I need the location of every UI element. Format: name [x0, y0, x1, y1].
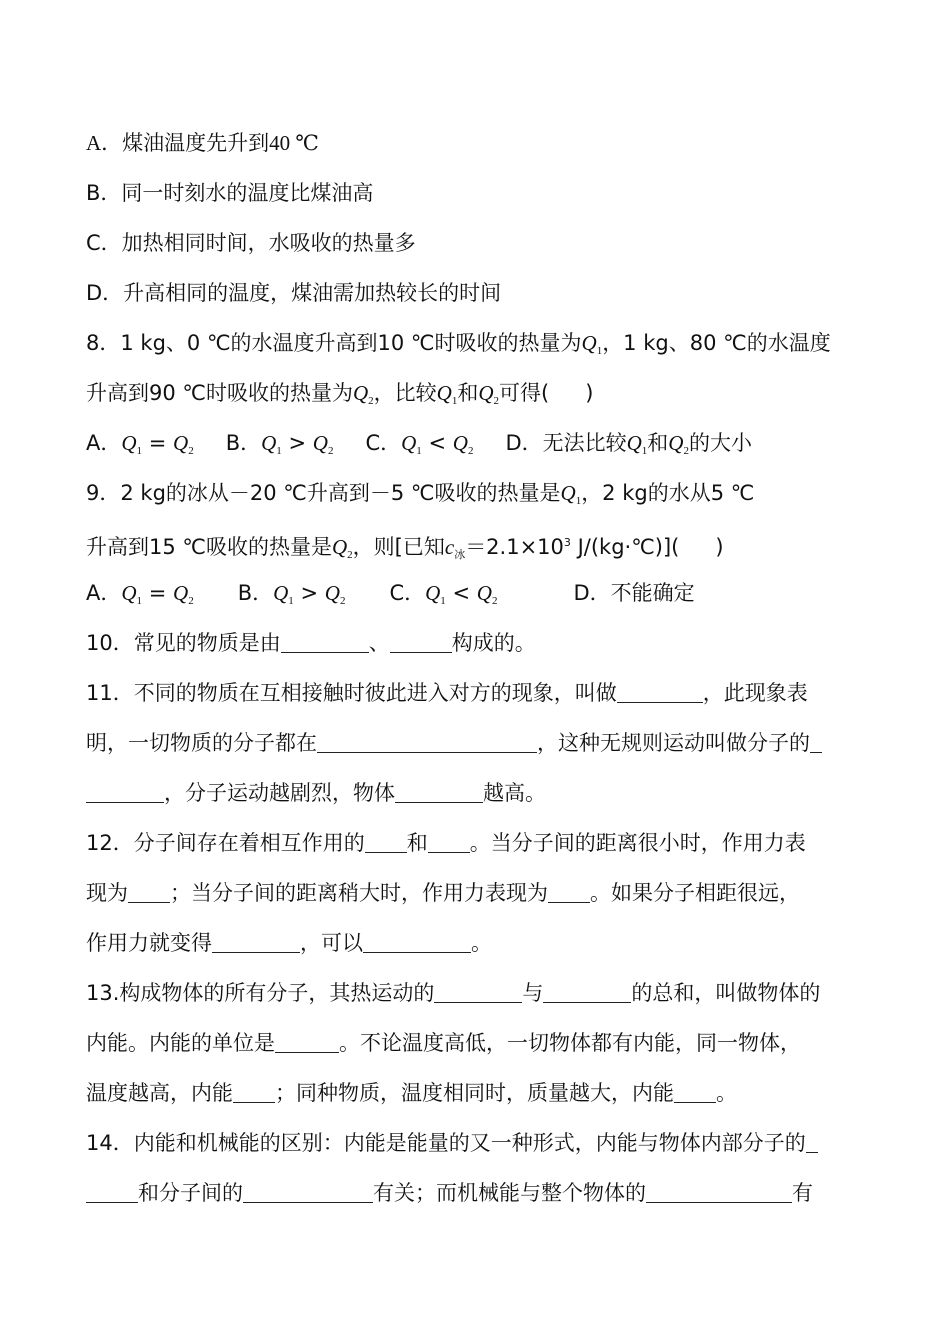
answer-blank[interactable]	[390, 632, 452, 653]
answer-blank[interactable]	[428, 832, 470, 853]
q11-line-3	[86, 778, 546, 808]
exponent: 3	[563, 536, 571, 549]
answer-blank[interactable]	[86, 1182, 138, 1203]
q7-option-d: D．升高相同的温度，煤油需加热较长的时间	[86, 281, 502, 305]
q11-text: ，此现象表	[702, 681, 808, 705]
answer-blank[interactable]	[395, 782, 483, 803]
q12-text: 12．分子间存在着相互作用的	[86, 831, 365, 855]
answer-blank[interactable]	[617, 682, 703, 703]
answer-blank[interactable]	[810, 732, 822, 753]
q8-options	[86, 428, 752, 466]
answer-blank[interactable]	[212, 932, 300, 953]
q12-text: 。当分子间的距离很小时，作用力表	[469, 831, 806, 855]
q13-text: 的总和，叫做物体的	[631, 981, 821, 1005]
q13-line-3	[86, 1078, 737, 1108]
q7-option-b: B．同一时刻水的温度比煤油高	[86, 181, 374, 205]
answer-blank[interactable]	[806, 1132, 818, 1153]
q12-text: 和	[406, 831, 428, 855]
q11-text: 明，一切物质的分子都在	[86, 731, 317, 755]
q12-text: 现为	[86, 881, 128, 905]
q14-line-2	[86, 1178, 813, 1208]
q12-text: ，可以	[300, 931, 363, 955]
q13-text: 。	[716, 1081, 737, 1105]
q12-line-2	[86, 878, 800, 908]
q14-text: 有	[792, 1181, 813, 1205]
q14-text: 14．内能和机械能的区别：内能是能量的又一种形式，内能与物体内部分子的	[86, 1131, 806, 1155]
q9-option-d: D．不能确定	[573, 581, 695, 605]
q9-text: ，2 kg的水从5 ℃	[581, 481, 755, 505]
q8-text: 1 kg、0 ℃的水温度升高到10 ℃时吸收的热量为	[120, 331, 582, 355]
q11-line-2	[86, 728, 822, 758]
q8-text: ，比较	[373, 381, 437, 405]
answer-blank[interactable]	[543, 982, 631, 1003]
q13-line-1	[86, 978, 820, 1008]
answer-blank[interactable]	[548, 882, 590, 903]
q9-number: 9．	[86, 481, 121, 505]
q9-text: )	[715, 535, 724, 559]
answer-blank[interactable]	[434, 982, 522, 1003]
q7-option-a: A．煤油温度先升到40 ℃	[86, 131, 319, 155]
q1-symbol: $Q_1$	[581, 331, 603, 357]
q9-line-1	[86, 478, 754, 516]
q2-symbol: $Q_2$	[352, 381, 374, 407]
q12-text: ；当分子间的距离稍大时，作用力表现为	[170, 881, 548, 905]
q9-text: ，则[已知	[352, 535, 445, 559]
q12-text: 。	[471, 931, 492, 955]
q11-text: ，分子运动越剧烈，物体	[164, 781, 395, 805]
q10-text: 10．常见的物质是由	[86, 631, 281, 655]
answer-blank[interactable]	[128, 882, 170, 903]
q14-text: 有关；而机械能与整个物体的	[373, 1181, 646, 1205]
q8-text: ，1 kg、80 ℃的水温度	[602, 331, 831, 355]
answer-blank[interactable]	[646, 1182, 792, 1203]
q8-line-2	[86, 378, 593, 416]
answer-blank[interactable]	[363, 932, 471, 953]
q9-text: ＝2.1×10	[465, 535, 564, 559]
q9-text: J/(kg·℃)](	[570, 535, 680, 559]
answer-blank[interactable]	[317, 732, 537, 753]
q12-text: 作用力就变得	[86, 931, 212, 955]
q8-option-d: D．无法比较$Q_1$和$Q_2$的大小	[505, 431, 752, 457]
q8-line-1	[86, 328, 831, 366]
q9-options	[86, 578, 695, 616]
q11-text: ，这种无规则运动叫做分子的	[537, 731, 810, 755]
q11-text: 11．不同的物质在互相接触时彼此进入对方的现象，叫做	[86, 681, 617, 705]
q13-text: 温度越高，内能	[86, 1081, 233, 1105]
q1-symbol: $Q_1$	[560, 481, 582, 507]
q14-text: 和分子间的	[138, 1181, 243, 1205]
q8-text: 可得(	[499, 381, 550, 405]
q1-symbol: $Q_1$	[436, 381, 458, 407]
q7-option-c: C．加热相同时间，水吸收的热量多	[86, 231, 416, 255]
answer-blank[interactable]	[674, 1082, 716, 1103]
q9-text: 升高到15 ℃吸收的热量是	[86, 535, 332, 559]
q2-symbol: $Q_2$	[331, 535, 353, 561]
q2-symbol: $Q_2$	[478, 381, 499, 407]
q9-line-2	[86, 528, 724, 570]
answer-blank[interactable]	[233, 1082, 275, 1103]
q13-text: 内能。内能的单位是	[86, 1031, 275, 1055]
q8-text: )	[585, 381, 594, 405]
q8-option-c: C．$Q_1 < Q_2$	[365, 431, 474, 457]
q8-option-b: B．$Q_1 > Q_2$	[225, 431, 334, 457]
q13-line-2	[86, 1028, 801, 1058]
q9-option-b: B．$Q_1 > Q_2$	[237, 581, 346, 607]
q9-option-c: C．$Q_1 < Q_2$	[389, 581, 498, 607]
q12-text: 。如果分子相距很远，	[590, 881, 800, 905]
q10-line	[86, 628, 536, 658]
q13-text: 。不论温度高低，一切物体都有内能，同一物体，	[339, 1031, 801, 1055]
q8-option-a: A．$Q_1 = Q_2$	[86, 431, 194, 457]
q13-text: 13.构成物体的所有分子，其热运动的	[86, 981, 435, 1005]
q14-line-1	[86, 1128, 818, 1158]
q8-number: 8．	[86, 331, 121, 355]
answer-blank[interactable]	[275, 1032, 339, 1053]
q10-text: 、	[368, 631, 390, 655]
answer-blank[interactable]	[281, 632, 369, 653]
q9-option-a: A．$Q_1 = Q_2$	[86, 581, 194, 607]
q10-text: 构成的。	[451, 631, 536, 655]
specific-heat-ice-symbol: $c_冰$	[444, 535, 466, 561]
q8-text: 升高到90 ℃时吸收的热量为	[86, 381, 353, 405]
q12-line-1	[86, 828, 806, 858]
q9-text: 2 kg的冰从－20 ℃升高到－5 ℃吸收的热量是	[120, 481, 561, 505]
q11-line-1	[86, 678, 808, 708]
answer-blank[interactable]	[243, 1182, 373, 1203]
answer-blank[interactable]	[365, 832, 407, 853]
q11-text: 越高。	[483, 781, 546, 805]
q13-text: 与	[522, 981, 544, 1005]
q13-text: ；同种物质，温度相同时，质量越大，内能	[275, 1081, 674, 1105]
q12-line-3	[86, 928, 492, 958]
answer-blank[interactable]	[86, 782, 164, 803]
q8-text: 和	[457, 381, 479, 405]
